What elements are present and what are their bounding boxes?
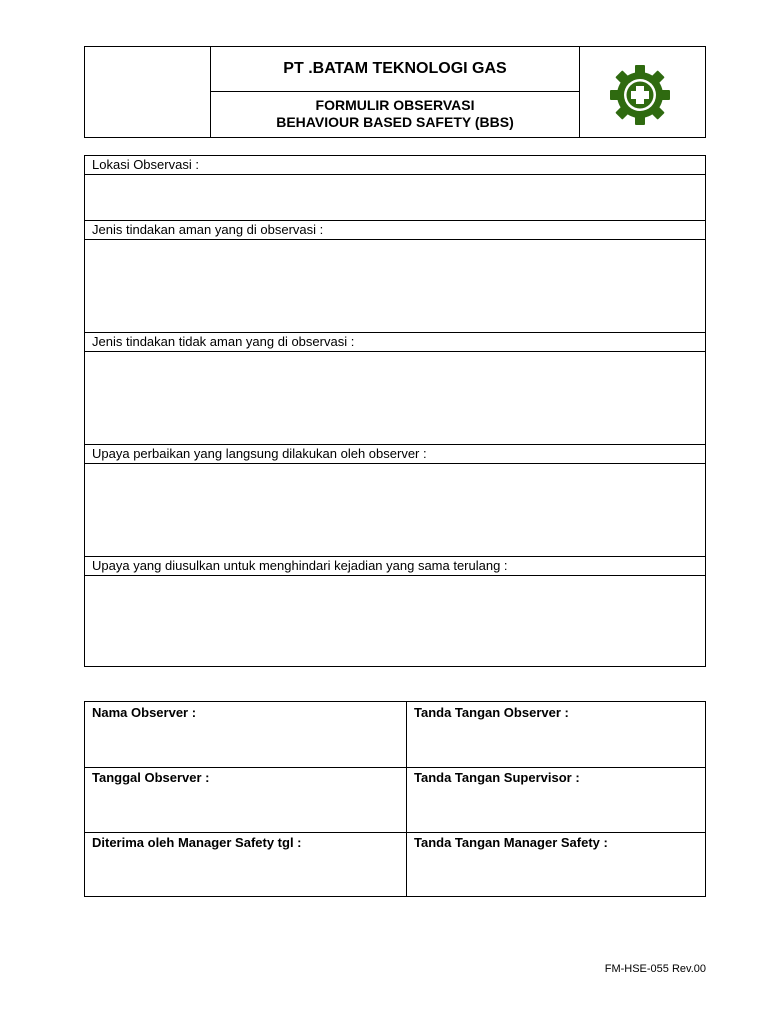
observation-table	[84, 155, 706, 667]
diterima-manager-label: Diterima oleh Manager Safety tgl :	[92, 835, 302, 850]
nama-observer-label: Nama Observer :	[92, 705, 197, 720]
form-header	[84, 46, 706, 138]
tindakan-aman-label: Jenis tindakan aman yang di observasi :	[85, 221, 705, 240]
company-name: PT .BATAM TEKNOLOGI GAS	[210, 47, 580, 92]
tanda-tangan-supervisor-label: Tanda Tangan Supervisor :	[414, 770, 580, 785]
document-code: FM-HSE-055 Rev.00	[604, 963, 706, 975]
tanggal-observer-label: Tanggal Observer :	[92, 770, 210, 785]
safety-gear-cross-icon	[610, 65, 670, 125]
form-title-line1: FORMULIR OBSERVASI	[315, 97, 475, 113]
upaya-perbaikan-label: Upaya perbaikan yang langsung dilakukan oleh observer :	[85, 445, 705, 464]
signature-table	[84, 701, 706, 897]
form-title	[210, 92, 580, 137]
upaya-usulan-label: Upaya yang diusulkan untuk menghindari kejadian yang sama terulang :	[85, 557, 705, 576]
logo-cell	[579, 47, 705, 137]
tindakan-tidak-aman-label: Jenis tindakan tidak aman yang di observasi :	[85, 333, 705, 352]
form-title-line2: BEHAVIOUR BASED SAFETY (BBS)	[276, 114, 514, 130]
lokasi-observasi-label: Lokasi Observasi :	[85, 156, 705, 175]
header-left-blank-cell	[85, 47, 211, 137]
tanda-tangan-manager-label: Tanda Tangan Manager Safety :	[414, 835, 608, 850]
tanda-tangan-observer-label: Tanda Tangan Observer :	[414, 705, 569, 720]
